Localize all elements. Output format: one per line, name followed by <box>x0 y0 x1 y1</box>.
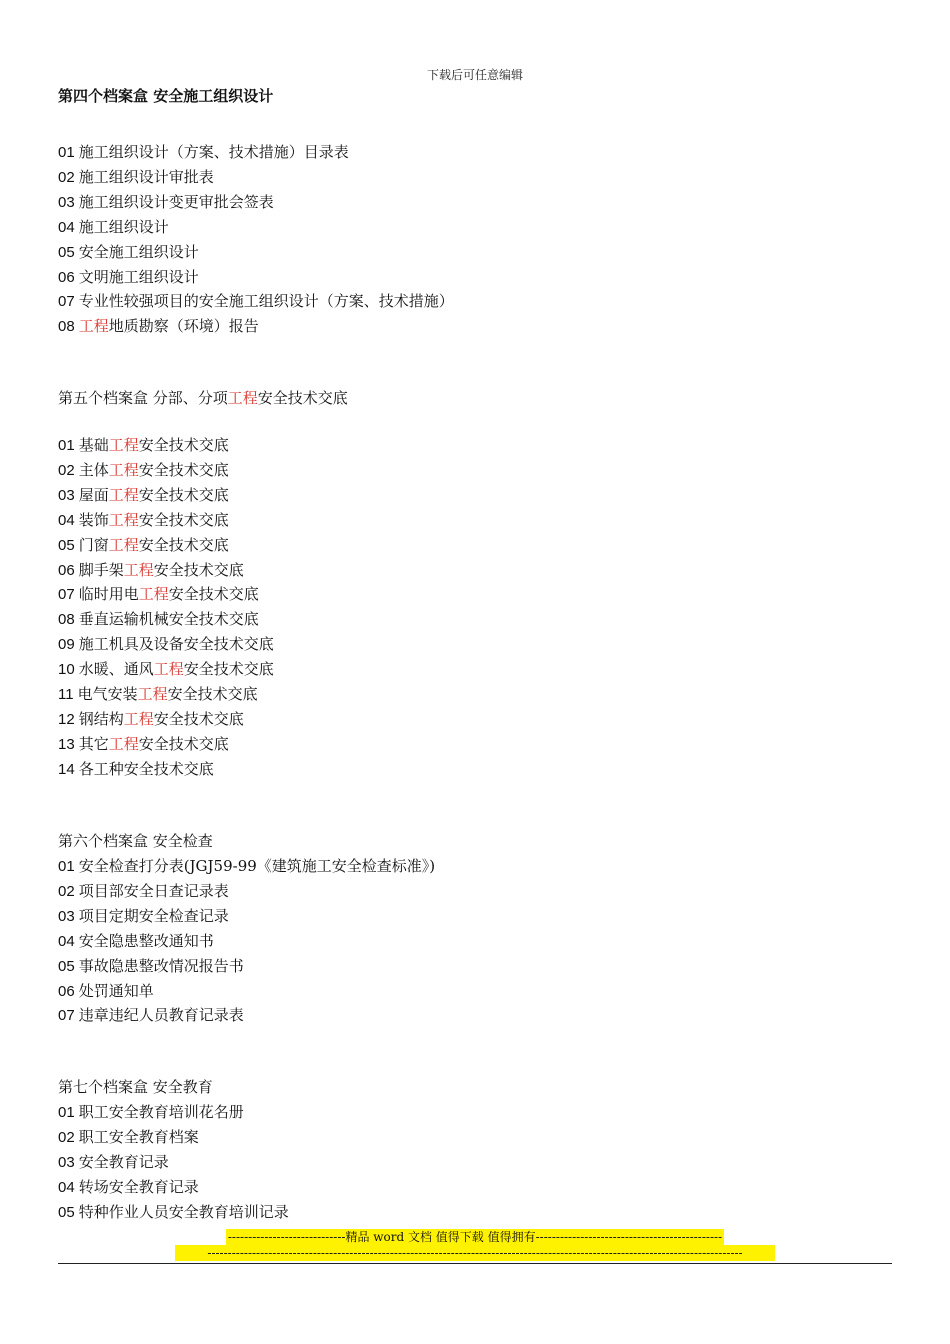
item-number: 11 <box>58 686 74 703</box>
section-title: 第六个档案盒 安全检查 <box>58 832 213 850</box>
list-item <box>58 659 274 680</box>
item-number: 05 <box>58 536 75 554</box>
item-number: 04 <box>58 1178 75 1196</box>
item-number: 02 <box>58 882 75 900</box>
text-part: 职工安全教育档案 <box>78 1127 199 1146</box>
footer-banner <box>175 1229 775 1261</box>
text-part: 主体 <box>78 460 109 479</box>
text-part: 安全技术交底 <box>167 685 258 703</box>
text-part: 安全技术交底 <box>138 485 229 504</box>
item-number: 03 <box>58 193 75 211</box>
list-item <box>58 684 258 705</box>
text-part: 施工组织设计变更审批会签表 <box>78 192 274 211</box>
item-number: 05 <box>58 957 75 975</box>
text-part: 职工安全教育培训花名册 <box>78 1103 244 1121</box>
list-item <box>58 1177 199 1198</box>
text-part: 第五个档案盒 分部、分项 <box>58 389 228 407</box>
list-item <box>58 609 259 630</box>
item-number: 03 <box>58 1153 75 1171</box>
text-part: 施工机具及设备安全技术交底 <box>78 635 274 654</box>
item-number: 07 <box>58 586 75 604</box>
section-title: 第四个档案盒 安全施工组织设计 <box>58 87 274 105</box>
text-part: 安全技术交底 <box>153 560 244 579</box>
text-part: 电气安装 <box>77 685 138 703</box>
list-item <box>58 192 274 213</box>
text-part: 安全技术交底 <box>183 660 274 679</box>
item-number: 04 <box>58 511 75 529</box>
item-number: 04 <box>58 218 75 236</box>
highlighted-term: 工程 <box>108 485 139 504</box>
item-number: 03 <box>58 907 75 925</box>
item-number: 01 <box>58 858 75 875</box>
header-note: 下载后可任意编辑 <box>426 68 523 82</box>
text-part: 安全技术交底 <box>138 460 229 479</box>
text-part: 装饰 <box>78 510 109 529</box>
text-part: 违章违纪人员教育记录表 <box>78 1006 244 1025</box>
highlighted-term: 工程 <box>138 585 169 604</box>
item-number: 14 <box>58 760 75 778</box>
text-part: 安全技术交底 <box>257 389 348 407</box>
item-number: 04 <box>58 932 75 950</box>
text-part: 事故隐患整改情况报告书 <box>78 956 244 975</box>
text-part: 安全教育记录 <box>78 1152 169 1171</box>
list-item <box>58 881 229 902</box>
item-number: 06 <box>58 982 75 1000</box>
list-item <box>58 167 214 188</box>
footer-rule <box>58 1263 892 1264</box>
text-part: 文明施工组织设计 <box>78 267 199 286</box>
list-item <box>58 1127 199 1148</box>
list-item <box>58 291 454 312</box>
text-part: 施工组织设计审批表 <box>78 167 214 186</box>
footer-line-1: -----------------------------精品 word 文档 值得下载 值得拥有---------------------------------------------- <box>227 1230 723 1244</box>
list-item <box>58 560 244 581</box>
text-part: 基础 <box>78 436 109 454</box>
list-item <box>58 1202 289 1223</box>
item-number: 01 <box>58 1104 75 1121</box>
list-item <box>58 584 259 605</box>
text-part: 转场安全教育记录 <box>78 1177 199 1196</box>
highlighted-term: 工程 <box>108 510 139 529</box>
item-number: 02 <box>58 168 75 186</box>
list-item <box>58 759 214 780</box>
text-part: 项目部安全日查记录表 <box>78 881 229 900</box>
text-part: 钢结构 <box>78 709 124 728</box>
section-title: 第七个档案盒 安全教育 <box>58 1078 213 1096</box>
highlighted-term: 工程 <box>108 734 139 753</box>
text-part: 施工组织设计 <box>78 217 169 236</box>
highlighted-term: 工程 <box>123 560 154 579</box>
list-item <box>58 956 244 977</box>
list-item <box>58 1005 244 1026</box>
item-number: 01 <box>58 144 75 161</box>
highlighted-term: 工程 <box>78 317 109 336</box>
text-part: 安全隐患整改通知书 <box>78 931 214 950</box>
list-item <box>58 142 349 163</box>
list-item <box>58 1102 244 1123</box>
list-item <box>58 217 169 238</box>
list-item <box>58 709 244 730</box>
item-number: 05 <box>58 243 75 261</box>
text-part: 安全检查打分表(JGJ59-99《建筑施工安全检查标准》) <box>78 857 436 875</box>
list-item <box>58 510 229 531</box>
highlighted-term: 工程 <box>123 709 154 728</box>
text-part: 安全技术交底 <box>138 510 229 529</box>
list-item <box>58 460 229 481</box>
list-item <box>58 734 229 755</box>
highlighted-term: 工程 <box>108 535 139 554</box>
highlighted-term: 工程 <box>153 660 184 679</box>
text-part: 其它 <box>78 734 109 753</box>
footer-line-2: ------------------------------------------------------------------------------------------------------------------------------------ <box>175 1245 775 1261</box>
item-number: 06 <box>58 268 75 286</box>
item-number: 09 <box>58 636 75 654</box>
text-part: 地质勘察（环境）报告 <box>108 317 259 336</box>
item-number: 08 <box>58 318 75 336</box>
text-part: 安全施工组织设计 <box>78 242 199 261</box>
text-part: 施工组织设计（方案、技术措施）目录表 <box>78 143 349 161</box>
list-item <box>58 931 214 952</box>
highlighted-term: 工程 <box>137 685 168 703</box>
item-number: 02 <box>58 1128 75 1146</box>
item-number: 06 <box>58 561 75 579</box>
item-number: 01 <box>58 437 75 454</box>
text-part: 临时用电 <box>78 585 139 604</box>
text-part: 门窗 <box>78 535 109 554</box>
text-part: 专业性较强项目的安全施工组织设计（方案、技术措施） <box>78 292 454 311</box>
text-part: 安全技术交底 <box>138 436 229 454</box>
list-item <box>58 485 229 506</box>
item-number: 07 <box>58 1007 75 1025</box>
text-part: 水暖、通风 <box>78 660 154 679</box>
list-item <box>58 242 199 263</box>
list-item <box>58 1152 169 1173</box>
list-item <box>58 856 435 877</box>
item-number: 10 <box>58 661 75 679</box>
item-number: 07 <box>58 293 75 311</box>
highlighted-term: 工程 <box>108 436 139 454</box>
section-title <box>58 388 348 408</box>
text-part: 安全技术交底 <box>138 535 229 554</box>
text-part: 特种作业人员安全教育培训记录 <box>78 1202 289 1221</box>
text-part: 屋面 <box>78 485 109 504</box>
list-item <box>58 535 229 556</box>
list-item <box>58 267 199 288</box>
list-item <box>58 981 154 1002</box>
highlighted-term: 工程 <box>227 389 258 407</box>
list-item <box>58 316 259 337</box>
text-part: 处罚通知单 <box>78 981 154 1000</box>
list-item <box>58 634 274 655</box>
item-number: 02 <box>58 461 75 479</box>
text-part: 安全技术交底 <box>168 585 259 604</box>
item-number: 08 <box>58 611 75 629</box>
text-part: 各工种安全技术交底 <box>78 759 214 778</box>
text-part: 安全技术交底 <box>138 734 229 753</box>
item-number: 03 <box>58 486 75 504</box>
highlighted-term: 工程 <box>108 460 139 479</box>
list-item <box>58 435 229 456</box>
text-part: 安全技术交底 <box>153 709 244 728</box>
list-item <box>58 906 229 927</box>
text-part: 脚手架 <box>78 560 124 579</box>
item-number: 05 <box>58 1203 75 1221</box>
text-part: 项目定期安全检查记录 <box>78 906 229 925</box>
text-part: 垂直运输机械安全技术交底 <box>78 610 259 629</box>
item-number: 12 <box>58 710 75 728</box>
item-number: 13 <box>58 735 75 753</box>
